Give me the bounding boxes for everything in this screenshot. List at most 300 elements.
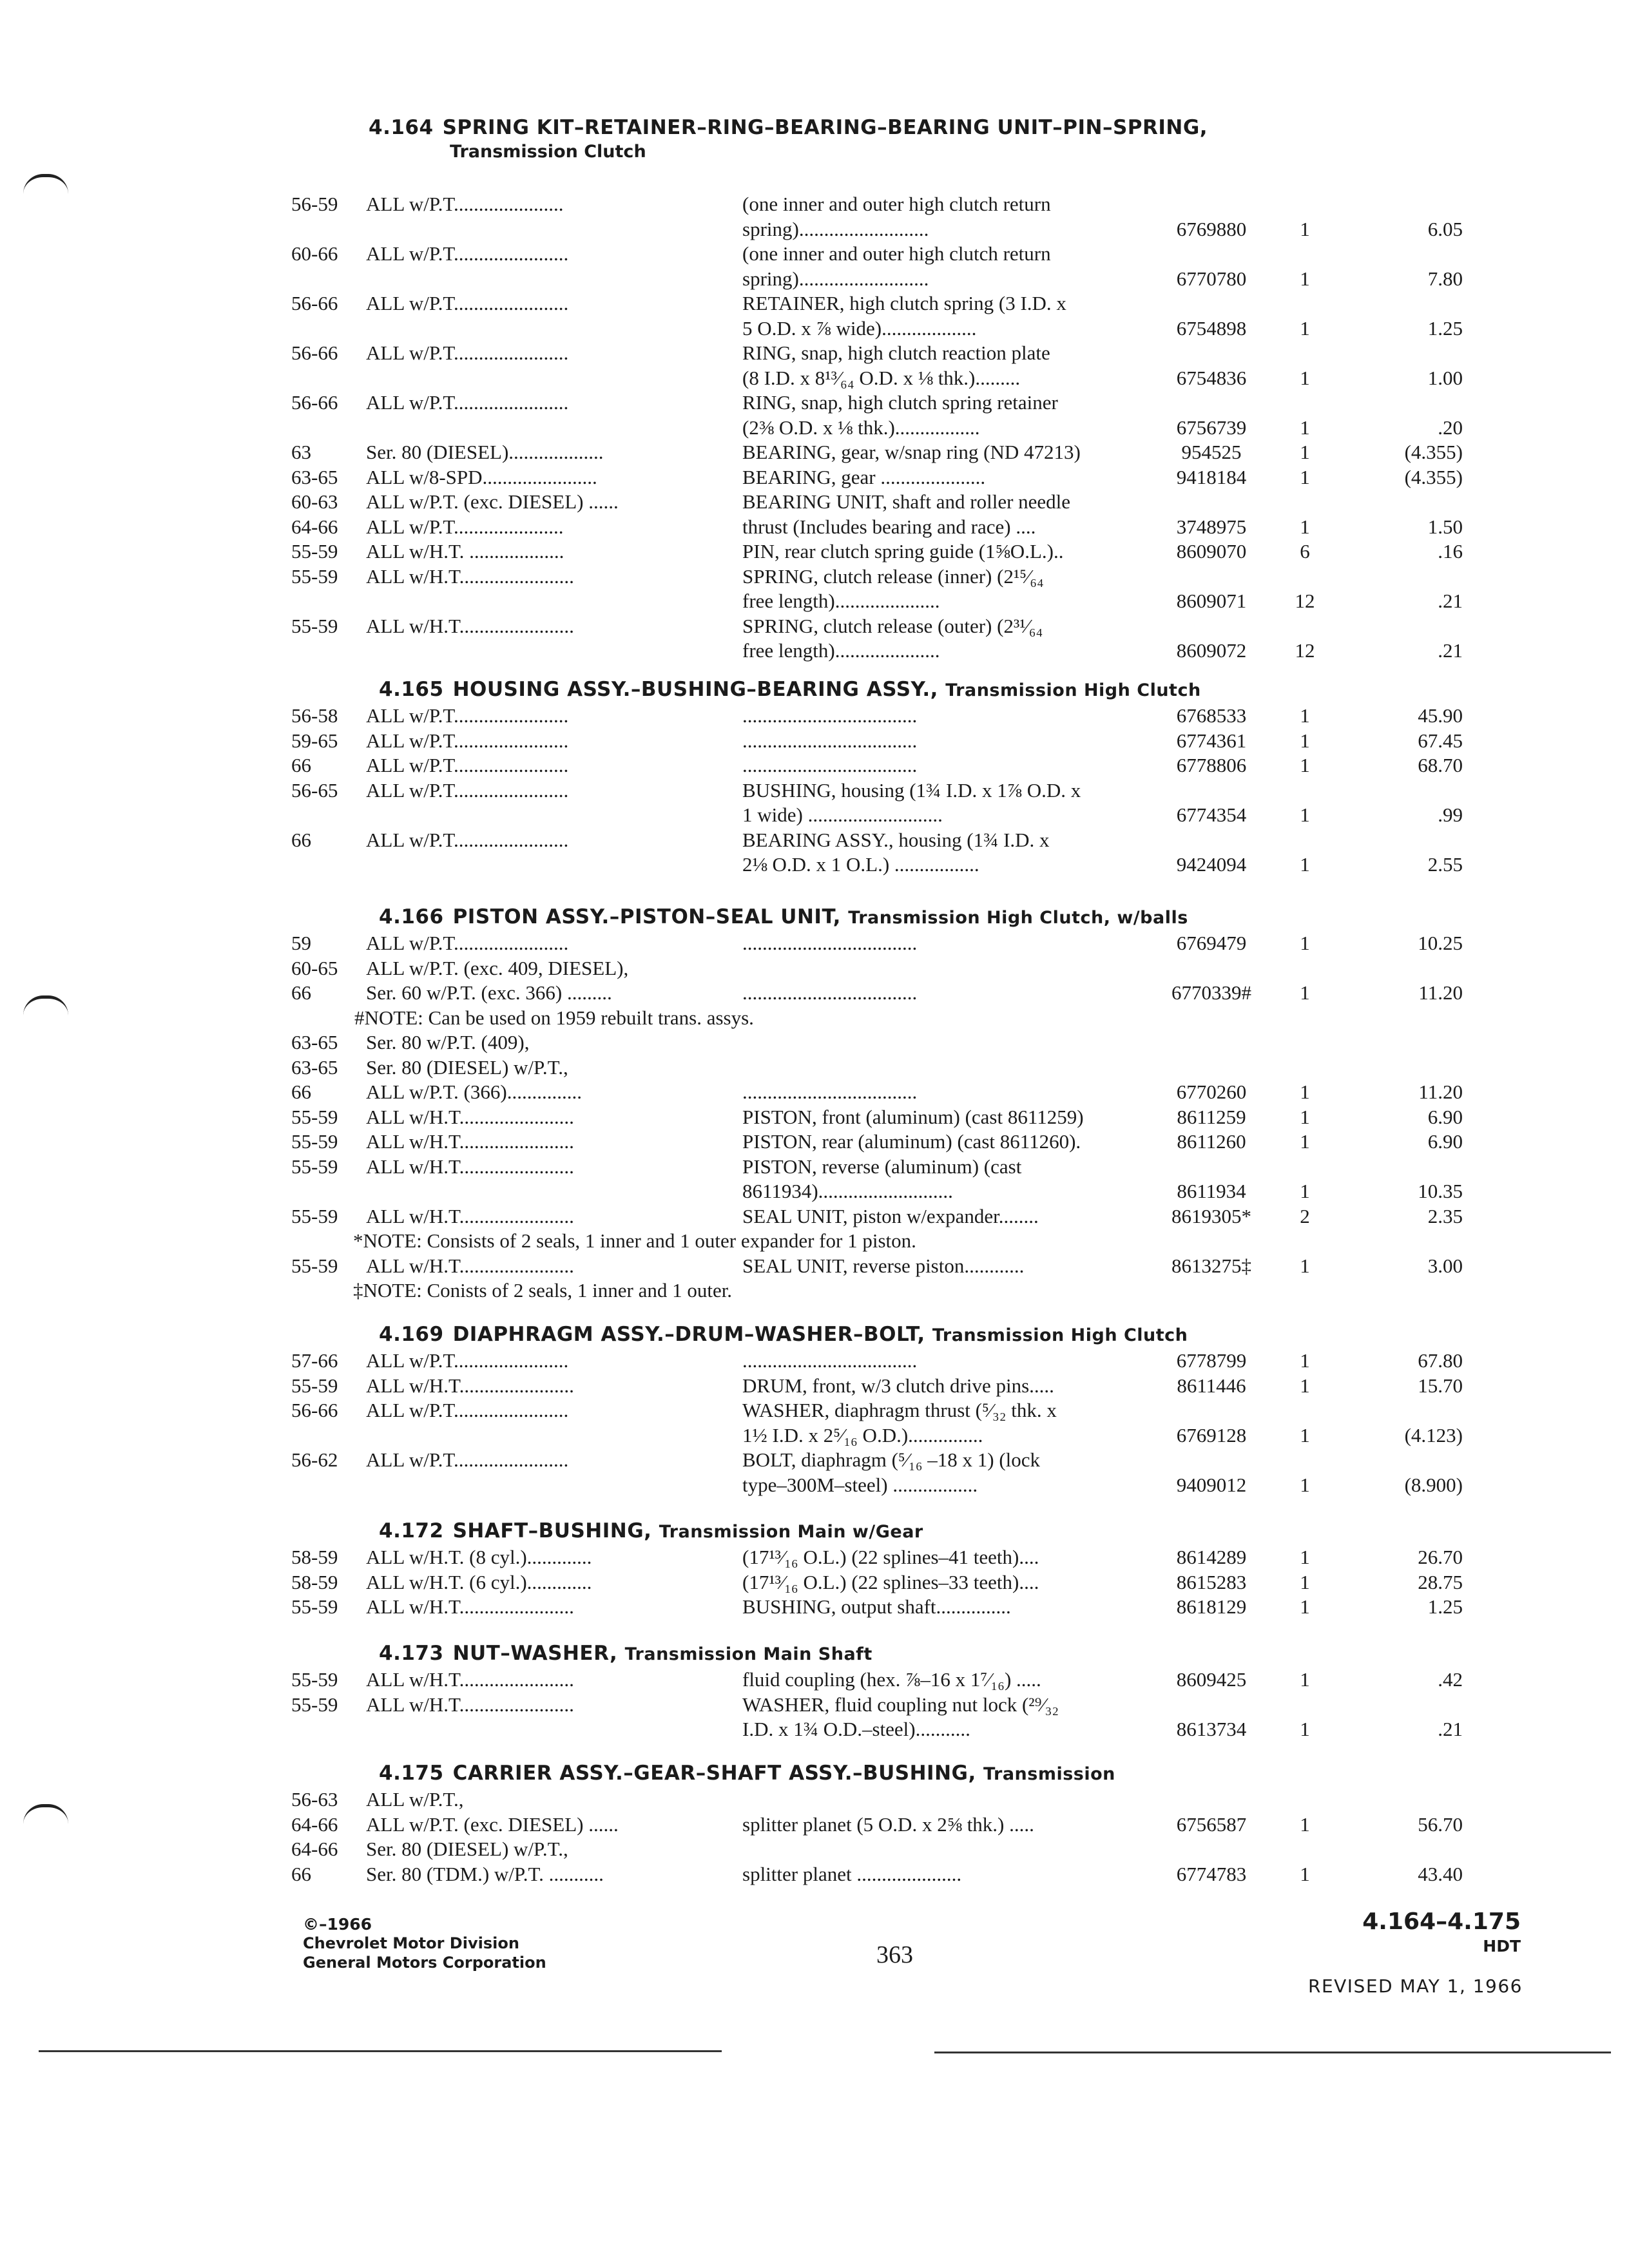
part-description: 1½ I.D. x 2⁵⁄₁₆ O.D.)............... [742, 1423, 983, 1446]
parts-row [0, 267, 1629, 291]
model-years: 55-59 [291, 1204, 338, 1227]
application: ALL w/P.T. (exc. DIESEL) ...... [366, 1812, 619, 1836]
quantity: 1 [1300, 1349, 1310, 1372]
price: .16 [1438, 540, 1463, 562]
parts-row [0, 1473, 1629, 1497]
application: ALL w/P.T. (366)............... [366, 1081, 582, 1103]
model-years: 59 [291, 932, 311, 954]
parts-row [0, 490, 1629, 514]
model-years: 58-59 [291, 1546, 338, 1568]
part-description: (one inner and outer high clutch return [742, 242, 1051, 265]
model-years: 66 [291, 828, 311, 851]
price: 6.90 [1427, 1105, 1463, 1128]
quantity: 1 [1300, 1374, 1310, 1397]
part-number: 8615283 [1176, 1570, 1247, 1593]
parts-row [0, 1204, 1629, 1229]
part-description: SEAL UNIT, piston w/expander........ [742, 1204, 1039, 1227]
part-number: 6756739 [1176, 416, 1247, 439]
part-number: 6754836 [1176, 366, 1247, 389]
parts-row [0, 981, 1629, 1005]
parts-row [0, 1398, 1629, 1423]
part-number: 8613734 [1176, 1718, 1247, 1740]
part-description: ................................... [742, 704, 918, 727]
parts-row [0, 1129, 1629, 1154]
model-years: 55-59 [291, 1374, 338, 1397]
parts-row [0, 1374, 1629, 1398]
part-description: type–300M–steel) ................. [742, 1473, 978, 1496]
part-description: ................................... [742, 754, 918, 776]
part-description: RING, snap, high clutch spring retainer [742, 391, 1058, 414]
part-number: 8618129 [1176, 1595, 1247, 1618]
application: ALL w/P.T....................... [366, 704, 569, 727]
price: 1.00 [1427, 366, 1463, 389]
quantity: 12 [1295, 590, 1315, 612]
page-number: 363 [876, 1941, 913, 1968]
part-description: ................................... [742, 932, 918, 954]
part-number: 9424094 [1176, 853, 1247, 876]
section-title: SPRING KIT–RETAINER–RING–BEARING–BEARING UNIT–PIN–SPRING, [442, 116, 1208, 139]
parts-row [0, 366, 1629, 390]
application: ALL w/P.T., [366, 1788, 464, 1811]
application: ALL w/P.T....................... [366, 292, 569, 314]
part-number: 9418184 [1176, 465, 1247, 488]
section-title: HOUSING ASSY.–BUSHING–BEARING ASSY., [452, 678, 938, 701]
part-description: BUSHING, housing (1¾ I.D. x 1⅞ O.D. x [742, 778, 1081, 802]
parts-row [0, 1812, 1629, 1837]
quantity: 1 [1300, 316, 1310, 340]
part-number: 8609425 [1176, 1668, 1247, 1691]
model-years: 64-66 [291, 1838, 338, 1860]
part-number: 6754898 [1176, 316, 1247, 340]
section-number: 4.166 [379, 905, 444, 928]
part-number: 6768533 [1176, 704, 1247, 727]
part-description: free length)..................... [742, 639, 940, 662]
section-subtitle: Transmission Clutch [450, 142, 646, 162]
price: 56.70 [1418, 1812, 1463, 1836]
part-number: 954525 [1181, 441, 1242, 463]
model-years: 57-66 [291, 1349, 338, 1372]
application: Ser. 60 w/P.T. (exc. 366) ......... [366, 981, 612, 1004]
price: 6.90 [1427, 1130, 1463, 1153]
quantity: 1 [1300, 1473, 1310, 1496]
parts-row [0, 1254, 1629, 1278]
part-description: BUSHING, output shaft............... [742, 1595, 1011, 1618]
price: .42 [1438, 1668, 1463, 1691]
part-description: BEARING, gear ..................... [742, 465, 986, 488]
section-title: NUT–WASHER, [452, 1642, 618, 1665]
catalog-code: HDT [1483, 1937, 1521, 1956]
parts-row [0, 416, 1629, 440]
application: ALL w/P.T....................... [366, 932, 569, 954]
parts-row [0, 1595, 1629, 1619]
application: ALL w/H.T. (8 cyl.)............. [366, 1546, 592, 1568]
quantity: 1 [1300, 366, 1310, 389]
section-heading [379, 1642, 872, 1665]
model-years: 55-59 [291, 564, 338, 588]
section-number: 4.173 [379, 1642, 444, 1665]
quantity: 1 [1300, 704, 1310, 727]
parts-row [0, 1349, 1629, 1373]
application: ALL w/H.T....................... [366, 614, 574, 637]
price: .21 [1438, 1718, 1463, 1740]
section-heading [379, 905, 1188, 928]
price: 11.20 [1418, 981, 1463, 1004]
model-years: 55-59 [291, 540, 338, 562]
part-number: 9409012 [1176, 1473, 1247, 1496]
section-subtitle: Transmission Main w/Gear [659, 1522, 923, 1542]
application: ALL w/H.T....................... [366, 1693, 574, 1716]
part-number: 8609070 [1176, 540, 1247, 562]
parts-row [0, 639, 1629, 663]
price: 67.45 [1418, 729, 1463, 752]
quantity: 1 [1300, 853, 1310, 876]
parts-row [0, 1837, 1629, 1861]
section-heading [379, 1323, 1188, 1346]
quantity: 1 [1300, 1180, 1310, 1202]
application: ALL w/P.T....................... [366, 391, 569, 414]
part-description: fluid coupling (hex. ⅞–16 x 1⁷⁄₁₆) ..... [742, 1668, 1041, 1691]
price: 28.75 [1418, 1570, 1463, 1593]
section-number: 4.169 [379, 1323, 444, 1346]
model-years: 56-65 [291, 778, 338, 802]
quantity: 1 [1300, 465, 1310, 488]
price: 1.25 [1427, 316, 1463, 340]
section-subtitle: Transmission Main Shaft [624, 1644, 872, 1664]
parts-row [0, 1030, 1629, 1055]
part-description: splitter planet ..................... [742, 1862, 962, 1885]
price: 43.40 [1418, 1862, 1463, 1885]
part-description: 8611934)........................... [742, 1180, 953, 1202]
part-number: 8613275‡ [1171, 1254, 1251, 1277]
part-description: ................................... [742, 981, 918, 1004]
application: ALL w/P.T....................... [366, 778, 569, 802]
price: 7.80 [1427, 267, 1463, 290]
model-years: 56-63 [291, 1788, 338, 1811]
application: ALL w/H.T....................... [366, 1254, 574, 1277]
row-note: *NOTE: Consists of 2 seals, 1 inner and 1 outer expander for 1 piston. [353, 1229, 916, 1252]
quantity: 1 [1300, 1570, 1310, 1593]
application: Ser. 80 w/P.T. (409), [366, 1031, 530, 1053]
part-description: WASHER, fluid coupling nut lock (²⁹⁄₃₂ [742, 1693, 1059, 1716]
section-heading [379, 1762, 1115, 1785]
application: Ser. 80 (DIESEL) w/P.T., [366, 1838, 568, 1860]
application: Ser. 80 (DIESEL) w/P.T., [366, 1055, 568, 1079]
model-years: 60-66 [291, 242, 338, 265]
part-description: thrust (Includes bearing and race) .... [742, 515, 1036, 538]
model-years: 60-63 [291, 490, 338, 513]
parts-row [0, 852, 1629, 877]
part-description: BEARING, gear, w/snap ring (ND 47213) [742, 441, 1081, 463]
model-years: 55-59 [291, 1105, 338, 1128]
model-years: 56-66 [291, 341, 338, 364]
parts-row [0, 217, 1629, 242]
part-number: 6756587 [1176, 1812, 1247, 1836]
part-number: 6774361 [1176, 729, 1247, 752]
application: ALL w/H.T....................... [366, 1155, 574, 1178]
application: ALL w/8-SPD....................... [366, 465, 597, 488]
application: ALL w/P.T....................... [366, 828, 569, 851]
part-description: spring).......................... [742, 217, 929, 240]
application: Ser. 80 (DIESEL)................... [366, 441, 604, 463]
price: (8.900) [1404, 1473, 1463, 1496]
parts-row [0, 1105, 1629, 1129]
section-number: 4.164 [369, 116, 434, 139]
part-description: (8 I.D. x 8¹³⁄₆₄ O.D. x ⅛ thk.)......... [742, 366, 1021, 389]
model-years: 58-59 [291, 1570, 338, 1593]
model-years: 66 [291, 1862, 311, 1885]
price: 1.25 [1427, 1595, 1463, 1618]
parts-row [0, 341, 1629, 365]
quantity: 1 [1300, 1105, 1310, 1128]
division-name: Chevrolet Motor Division [303, 1934, 519, 1952]
part-number: 6774783 [1176, 1862, 1247, 1885]
application: ALL w/H.T....................... [366, 1374, 574, 1397]
parts-row [0, 778, 1629, 803]
quantity: 1 [1300, 981, 1310, 1004]
section-number: 4.165 [379, 678, 444, 701]
quantity: 1 [1300, 1081, 1310, 1103]
model-years: 56-66 [291, 292, 338, 314]
part-number: 8614289 [1176, 1546, 1247, 1568]
price: 68.70 [1418, 754, 1463, 776]
parts-row [0, 1545, 1629, 1570]
section-subtitle: Transmission High Clutch [932, 1325, 1188, 1345]
model-years: 60-65 [291, 956, 338, 979]
model-years: 55-59 [291, 614, 338, 637]
model-years: 66 [291, 1081, 311, 1103]
application: ALL w/P.T...................... [366, 193, 564, 215]
section-heading [379, 678, 1201, 701]
part-number: 8611934 [1177, 1180, 1246, 1202]
application: ALL w/P.T. (exc. 409, DIESEL), [366, 956, 629, 979]
section-subtitle: Transmission High Clutch, w/balls [848, 908, 1188, 928]
section-heading [379, 1519, 923, 1542]
price: 26.70 [1418, 1546, 1463, 1568]
parts-row [0, 1055, 1629, 1080]
quantity: 1 [1300, 515, 1310, 538]
parts-row [0, 614, 1629, 639]
part-description: SPRING, clutch release (inner) (2¹⁵⁄₆₄ [742, 564, 1044, 588]
section-subtitle: Transmission [983, 1764, 1115, 1784]
application: ALL w/P.T....................... [366, 729, 569, 752]
application: ALL w/P.T....................... [366, 1349, 569, 1372]
parts-row [0, 242, 1629, 266]
price: 15.70 [1418, 1374, 1463, 1397]
model-years: 63 [291, 441, 311, 463]
model-years: 55-59 [291, 1155, 338, 1178]
part-number: 8611260 [1177, 1130, 1246, 1153]
part-description: ................................... [742, 1081, 918, 1103]
model-years: 56-62 [291, 1448, 338, 1471]
application: ALL w/P.T....................... [366, 341, 569, 364]
quantity: 12 [1295, 639, 1315, 662]
part-description: WASHER, diaphragm thrust (⁵⁄₃₂ thk. x [742, 1399, 1057, 1421]
parts-row [0, 440, 1629, 465]
price: (4.355) [1404, 441, 1463, 463]
parts-row [0, 291, 1629, 316]
part-description: free length)..................... [742, 590, 940, 612]
parts-row [0, 465, 1629, 490]
parts-row [0, 1080, 1629, 1104]
section-title: DIAPHRAGM ASSY.–DRUM–WASHER–BOLT, [452, 1323, 925, 1346]
parts-row [0, 1006, 1629, 1030]
part-number: 8611446 [1177, 1374, 1246, 1397]
part-number: 6769128 [1176, 1423, 1247, 1446]
corporation-name: General Motors Corporation [303, 1954, 546, 1972]
price: 45.90 [1418, 704, 1463, 727]
model-years: 55-59 [291, 1693, 338, 1716]
quantity: 1 [1300, 1862, 1310, 1885]
section-subtitle: Transmission High Clutch [945, 680, 1201, 700]
part-number: 8609071 [1176, 590, 1247, 612]
part-description: PISTON, rear (aluminum) (cast 8611260). [742, 1130, 1081, 1153]
quantity: 1 [1300, 1130, 1310, 1153]
parts-row [0, 1862, 1629, 1887]
part-number: 6774354 [1176, 803, 1247, 826]
part-description: ................................... [742, 1349, 918, 1372]
parts-row [0, 828, 1629, 852]
application: ALL w/P.T. (exc. DIESEL) ...... [366, 490, 619, 513]
price: (4.123) [1404, 1423, 1463, 1446]
part-number: 6778799 [1176, 1349, 1247, 1372]
price: .21 [1438, 590, 1463, 612]
parts-row [0, 539, 1629, 564]
price: (4.355) [1404, 465, 1463, 488]
price: 2.35 [1427, 1204, 1463, 1227]
section-title: CARRIER ASSY.–GEAR–SHAFT ASSY.–BUSHING, [452, 1762, 976, 1785]
part-description: spring).......................... [742, 267, 929, 290]
application: ALL w/P.T....................... [366, 1448, 569, 1471]
model-years: 56-66 [291, 1399, 338, 1421]
page-edge-line [39, 2050, 722, 2052]
part-number: 6778806 [1176, 754, 1247, 776]
row-note: ‡NOTE: Conists of 2 seals, 1 inner and 1 outer. [353, 1279, 733, 1302]
application: ALL w/H.T....................... [366, 1595, 574, 1618]
application: ALL w/H.T....................... [366, 1105, 574, 1128]
row-note: #NOTE: Can be used on 1959 rebuilt trans. assys. [354, 1006, 754, 1029]
parts-row [0, 729, 1629, 753]
price: .20 [1438, 416, 1463, 439]
part-number: 8609072 [1176, 639, 1247, 662]
part-description: I.D. x 1¾ O.D.–steel)........... [742, 1718, 970, 1740]
parts-row [0, 1717, 1629, 1742]
application: Ser. 80 (TDM.) w/P.T. ........... [366, 1862, 604, 1885]
quantity: 1 [1300, 441, 1310, 463]
section-range: 4.164–4.175 [1362, 1908, 1521, 1935]
application: ALL w/P.T...................... [366, 515, 564, 538]
model-years: 55-59 [291, 1254, 338, 1277]
model-years: 66 [291, 981, 311, 1004]
application: ALL w/P.T....................... [366, 754, 569, 776]
part-description: splitter planet (5 O.D. x 2⅝ thk.) ..... [742, 1812, 1034, 1836]
part-description: PISTON, reverse (aluminum) (cast [742, 1155, 1022, 1178]
part-number: 8611259 [1177, 1105, 1246, 1128]
price: 2.55 [1427, 853, 1463, 876]
application: ALL w/P.T....................... [366, 242, 569, 265]
model-years: 64-66 [291, 1812, 338, 1836]
quantity: 1 [1300, 803, 1310, 826]
price: 10.35 [1418, 1180, 1463, 1202]
quantity: 1 [1300, 267, 1310, 290]
revision-date: REVISED MAY 1, 1966 [1308, 1975, 1523, 1997]
parts-row [0, 1423, 1629, 1448]
section-number: 4.175 [379, 1762, 444, 1785]
model-years: 55-59 [291, 1595, 338, 1618]
model-years: 63-65 [291, 1055, 338, 1079]
quantity: 2 [1300, 1204, 1310, 1227]
part-number: 6770780 [1176, 267, 1247, 290]
part-number: 6770339# [1171, 981, 1251, 1004]
parts-row [0, 1667, 1629, 1692]
parts-row [0, 1448, 1629, 1472]
part-description: (2⅜ O.D. x ⅛ thk.)................. [742, 416, 980, 439]
quantity: 6 [1300, 540, 1310, 562]
section-heading [369, 116, 1208, 139]
model-years: 56-58 [291, 704, 338, 727]
model-years: 56-66 [291, 391, 338, 414]
model-years: 59-65 [291, 729, 338, 752]
parts-row [0, 1693, 1629, 1717]
parts-row [0, 753, 1629, 778]
parts-row [0, 1155, 1629, 1179]
model-years: 63-65 [291, 465, 338, 488]
quantity: 1 [1300, 416, 1310, 439]
price: 67.80 [1418, 1349, 1463, 1372]
part-description: (one inner and outer high clutch return [742, 193, 1051, 215]
application: ALL w/H.T....................... [366, 1668, 574, 1691]
part-description: PIN, rear clutch spring guide (1⅝O.L.).. [742, 540, 1064, 562]
price: .99 [1438, 803, 1463, 826]
part-description: 2⅛ O.D. x 1 O.L.) ................. [742, 853, 979, 876]
part-description: 5 O.D. x ⅞ wide)................... [742, 316, 977, 340]
part-description: RETAINER, high clutch spring (3 I.D. x [742, 292, 1066, 314]
parts-row [0, 589, 1629, 613]
copyright: ©–1966 [303, 1915, 372, 1934]
part-description: RING, snap, high clutch reaction plate [742, 341, 1050, 364]
application: ALL w/H.T. ................... [366, 540, 564, 562]
model-years: 56-59 [291, 193, 338, 215]
parts-row [0, 1787, 1629, 1812]
page-edge-line [934, 2052, 1611, 2053]
quantity: 1 [1300, 1668, 1310, 1691]
application: ALL w/H.T....................... [366, 1204, 574, 1227]
parts-row [0, 1179, 1629, 1204]
application: ALL w/H.T....................... [366, 1130, 574, 1153]
parts-row [0, 956, 1629, 981]
part-description: SEAL UNIT, reverse piston............ [742, 1254, 1025, 1277]
quantity: 1 [1300, 217, 1310, 240]
price: 10.25 [1418, 932, 1463, 954]
model-years: 64-66 [291, 515, 338, 538]
part-description: DRUM, front, w/3 clutch drive pins..... [742, 1374, 1054, 1397]
parts-row [0, 931, 1629, 956]
part-number: 6770260 [1176, 1081, 1247, 1103]
quantity: 1 [1300, 1254, 1310, 1277]
quantity: 1 [1300, 1546, 1310, 1568]
part-number: 8619305* [1171, 1204, 1251, 1227]
parts-row [0, 1278, 1629, 1303]
parts-row [0, 316, 1629, 341]
model-years: 55-59 [291, 1130, 338, 1153]
part-description: 1 wide) ........................... [742, 803, 943, 826]
quantity: 1 [1300, 1718, 1310, 1740]
model-years: 55-59 [291, 1668, 338, 1691]
application: ALL w/P.T....................... [366, 1399, 569, 1421]
binder-hole-mark [23, 174, 68, 194]
quantity: 1 [1300, 1423, 1310, 1446]
quantity: 1 [1300, 1595, 1310, 1618]
section-title: SHAFT–BUSHING, [452, 1519, 652, 1542]
